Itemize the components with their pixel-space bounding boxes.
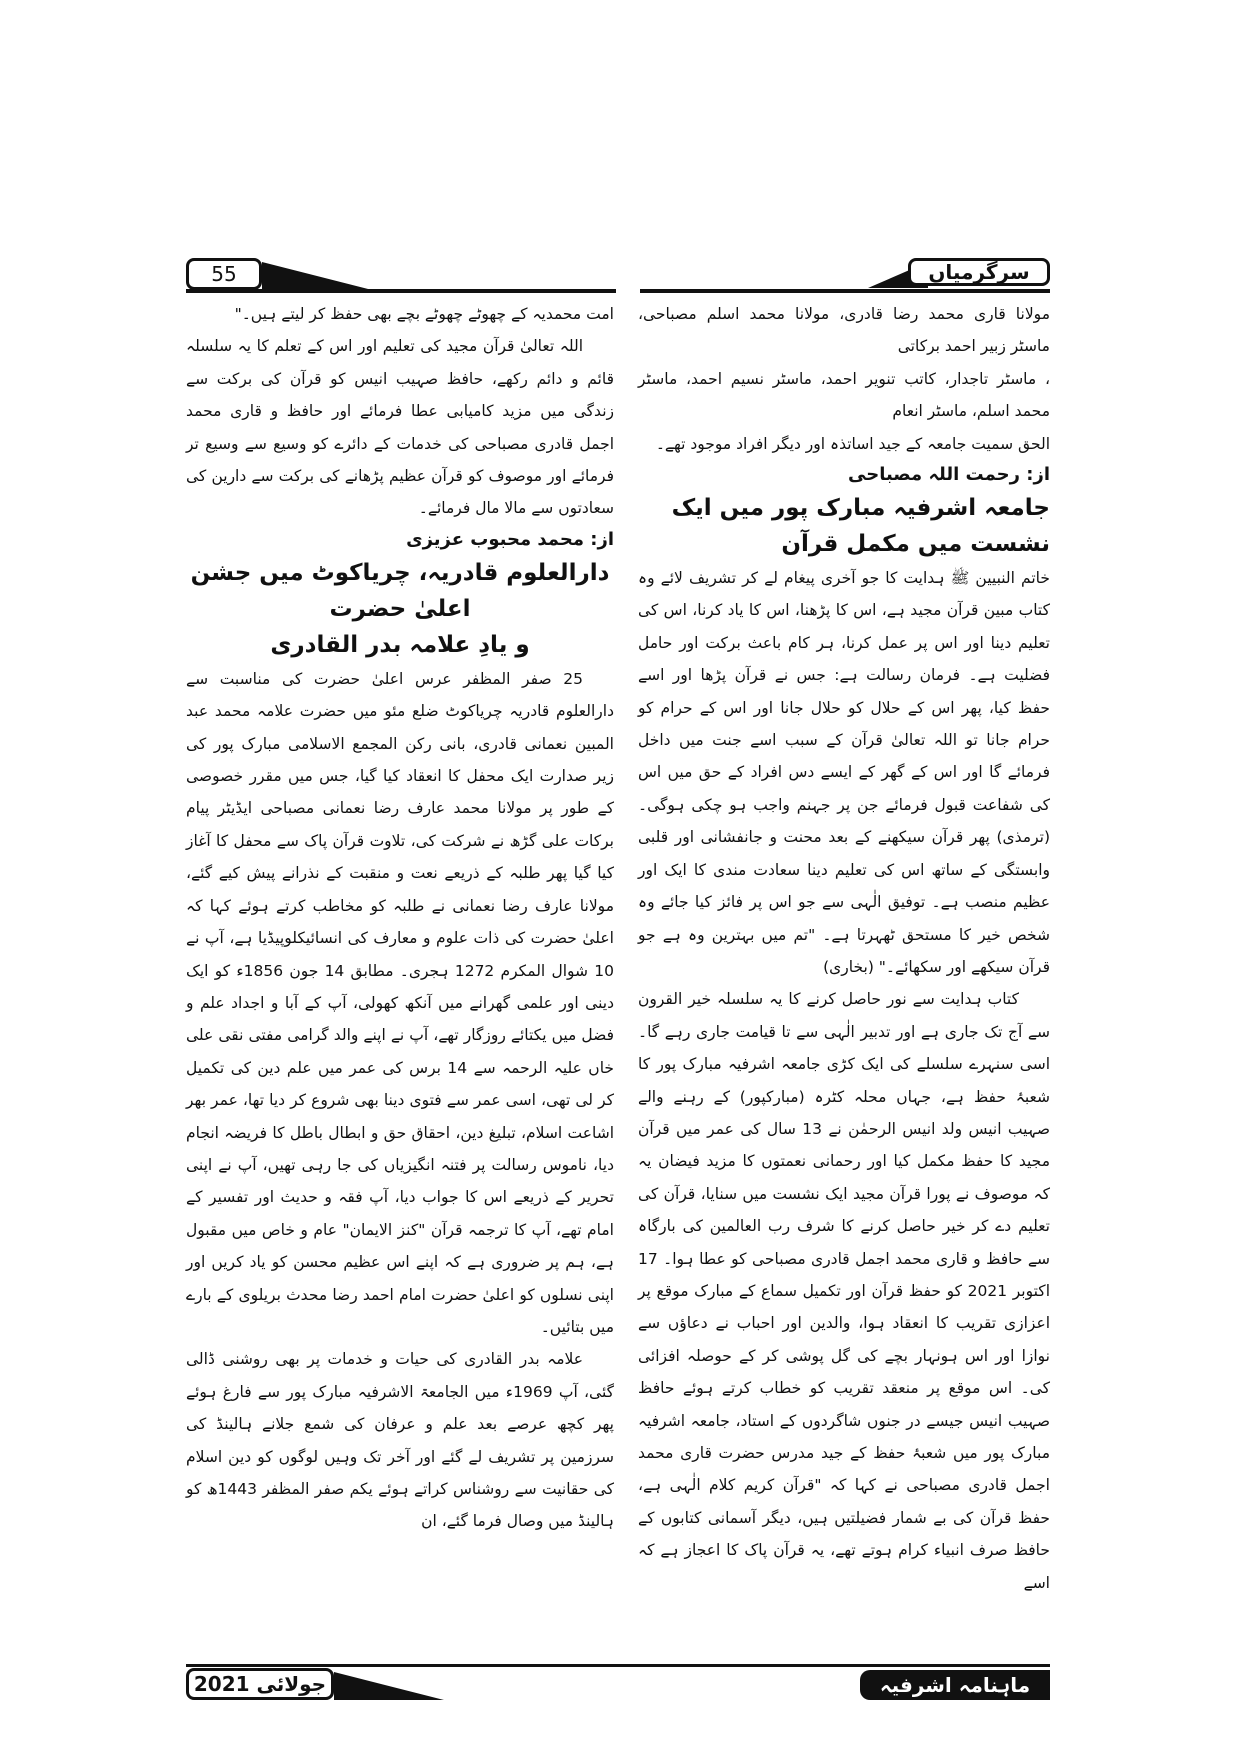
intro-line: امت محمدیہ کے چھوٹے چھوٹے بچے بھی حفظ کر لیتے ہیں۔": [234, 305, 614, 323]
left-column: [186, 298, 614, 1538]
article-subheading: و یادِ علامہ بدر القادری: [270, 631, 530, 658]
right-column: [638, 298, 1050, 1599]
article-heading: دارالعلوم قادریہ، چریاکوٹ میں جشن اعلیٰ حضرت: [190, 559, 610, 622]
article-byline: از: رحمت اللہ مصباحی: [848, 464, 1050, 486]
article-byline: از: محمد محبوب عزیزی: [406, 528, 614, 550]
header-rule-right: [640, 289, 1050, 293]
intro-paragraph: اللہ تعالیٰ قرآن مجید کی تعلیم اور اس کے تعلم کا یہ سلسلہ قائم و دائم رکھے، حافظ صہیب انیس کو قرآن کی برکت سے زندگی میں مزید کامیابی عطا فرمائے اور حافظ و قاری محمد اجمل قادری مصباحی کی خدمات کے دائرے کو وسیع سے وسیع تر فرمائے اور موصوف کو قرآن عظیم پڑھانے کی برکت سے دارین کی سعادتوں سے مالا مال فرمائے۔: [186, 337, 614, 518]
section-title: سرگرمیاں: [908, 258, 1050, 286]
magazine-name: ماہنامہ اشرفیہ: [860, 1670, 1050, 1700]
article-paragraph: علامہ بدر القادری کی حیات و خدمات پر بھی روشنی ڈالی گئی، آپ 1969ء میں الجامعۃ الاشرفیہ مبارک پور سے فارغ ہوئے پھر کچھ عرصے بعد علم و عرفان کی شمع جلانے ہالینڈ کی سرزمین پر تشریف لے گئے اور آخر تک وہیں لوگوں کو دین اسلام کی حقانیت سے روشناس کراتے ہوئے یکم صفر المظفر 1443ھ کو ہالینڈ میں وصال فرما گئے، ان: [186, 1350, 615, 1531]
article-heading: جامعہ اشرفیہ مبارک پور میں ایک نشست میں مکمل قرآن: [671, 495, 1050, 558]
footer-rule: [186, 1664, 1050, 1667]
intro-line: ، ماسٹر تاجدار، کاتب تنویر احمد، ماسٹر نسیم احمد، ماسٹر محمد اسلم، ماسٹر انعام: [638, 369, 1050, 421]
article-paragraph: خاتم النبیین ﷺ ہدایت کا جو آخری پیغام لے کر تشریف لائے وہ کتاب مبین قرآن مجید ہے، اس کا پڑھنا، اس کا یاد کرنا، اس کی تعلیم دینا اور اس پر عمل کرنا، ہر کام باعث برکت اور حامل فضلیت ہے۔ فرمان رسالت ہے: جس نے قرآن پڑھا اور اسے حفظ کیا، پھر اس کے حلال کو حلال جانا اور اس کے حرام کو حرام جانا تو اللہ تعالیٰ قرآن کے سبب اسے جنت میں داخل فرمائے گا اور اس کے گھر کے ایسے دس افراد کے حق میں اس کی شفاعت قبول فرمائے جن پر جہنم واجب ہو چکی ہوگی۔ (ترمذی) پھر قرآن سیکھنے کے بعد محنت و جانفشانی اور قلبی وابستگی کے ساتھ اس کی تعلیم دینا سعادت مندی کا ایک اور عظیم منصب ہے۔ توفیق الٰہی سے جو اس پر فائز کیا جائے وہ شخص خیر کا مستحق ٹھہرتا ہے۔ "تم میں بہترین وہ ہے جو قرآن سیکھے اور سکھائے۔" (بخاری): [638, 569, 1050, 976]
intro-line: الحق سمیت جامعہ کے جید اساتذہ اور دیگر افراد موجود تھے۔: [655, 434, 1050, 453]
article-paragraph: کتاب ہدایت سے نور حاصل کرنے کا یہ سلسلہ خیر القرون سے آج تک جاری ہے اور تدبیر الٰہی سے تا قیامت جاری رہے گا۔ اسی سنہرے سلسلے کی ایک کڑی جامعہ اشرفیہ مبارک پور کا شعبۂ حفظ ہے، جہاں محلہ کٹرہ (مبارکپور) کے رہنے والے صہیب انیس ولد انیس الرحمٰن نے 13 سال کی عمر میں قرآن مجید کا حفظ مکمل کیا اور رحمانی نعمتوں کا مزید فیضان یہ کہ موصوف نے پورا قرآن مجید ایک نشست میں سنایا، قرآن کی تعلیم دے کر خیر حاصل کرنے کا شرف رب العالمین کی بارگاہ سے حافظ و قاری محمد اجمل قادری مصباحی کو عطا ہوا۔ 17 اکتوبر 2021 کو حفظ قرآن اور تکمیل سماع کے مبارک موقع پر اعزازی تقریب کا انعقاد ہوا، والدین اور احباب نے دعاؤں سے نوازا اور اس ہونہار بچے کی گل پوشی کر کے حوصلہ افزائی کی۔ اس موقع پر منعقد تقریب کو خطاب کرتے ہوئے حافظ صہیب انیس جیسے در جنوں شاگردوں کے استاد، جامعہ اشرفیہ مبارک پور میں شعبۂ حفظ کے جید مدرس حضرت قاری محمد اجمل قادری مصباحی نے کہا کہ "قرآن کریم کلام الٰہی ہے، حفظ قرآن کی بے شمار فضیلتیں ہیں، دیگر آسمانی کتابوں کے حافظ صرف انبیاء کرام ہوتے تھے، یہ قرآن پاک کا اعجاز ہے کہ اسے: [638, 990, 1050, 1592]
page-number-wedge-icon: [262, 258, 372, 290]
intro-line: مولانا قاری محمد رضا قادری، مولانا محمد اسلم مصباحی، ماسٹر زبیر احمد برکاتی: [638, 305, 1050, 356]
issue-date: جولائی 2021: [186, 1668, 334, 1700]
section-header: [868, 258, 1050, 290]
article-paragraph: 25 صفر المظفر عرس اعلیٰ حضرت کی مناسبت سے دارالعلوم قادریہ چریاکوٹ ضلع مئو میں حضرت علامہ محمد عبد المبین نعمانی قادری، بانی رکن المجمع الاسلامی مبارک پور کی زیر صدارت ایک محفل کا انعقاد کیا گیا، جس میں مقرر خصوصی کے طور پر مولانا محمد عارف رضا نعمانی مصباحی ایڈیٹر پیام برکات علی گڑھ نے شرکت کی، تلاوت قرآن پاک سے محفل کا آغاز کیا گیا پھر طلبہ کے ذریعے نعت و منقبت کے نذرانے پیش کیے گئے، مولانا عارف رضا نعمانی نے طلبہ کو مخاطب کرتے ہوئے کہا کہ اعلیٰ حضرت کی ذات علوم و معارف کی انسائیکلوپیڈیا ہے، آپ نے 10 شوال المکرم 1272 ہجری۔ مطابق 14 جون 1856ء کو ایک دینی اور علمی گھرانے میں آنکھ کھولی، آپ کے آبا و اجداد علم و فضل میں یکتائے روزگار تھے، آپ نے اپنے والد گرامی مفتی نقی علی خاں علیہ الرحمہ سے 14 برس کی عمر میں علم دین کی تکمیل کر لی تھی، اسی عمر سے فتوی دینا بھی شروع کر دیا تھا، عمر بھر اشاعت اسلام، تبلیغ دین، احقاق حق و ابطال باطل کا فریضہ انجام دیا، ناموس رسالت پر فتنہ انگیزیاں کی جا رہی تھیں، آپ نے اپنی تحریر کے ذریعے اس کا جواب دیا، آپ فقہ و حدیث اور تفسیر کے امام تھے، آپ کا ترجمہ قرآن "کنز الایمان" عام و خاص میں مقبول ہے، ہم پر ضروری ہے کہ اپنے اس عظیم محسن کو یاد کریں اور اپنی نسلوں کو اعلیٰ حضرت امام احمد رضا محدث بریلوی کے بارے میں بتائیں۔: [186, 669, 615, 1336]
page-number: 55: [186, 258, 262, 290]
footer-wedge-icon: [334, 1668, 444, 1700]
